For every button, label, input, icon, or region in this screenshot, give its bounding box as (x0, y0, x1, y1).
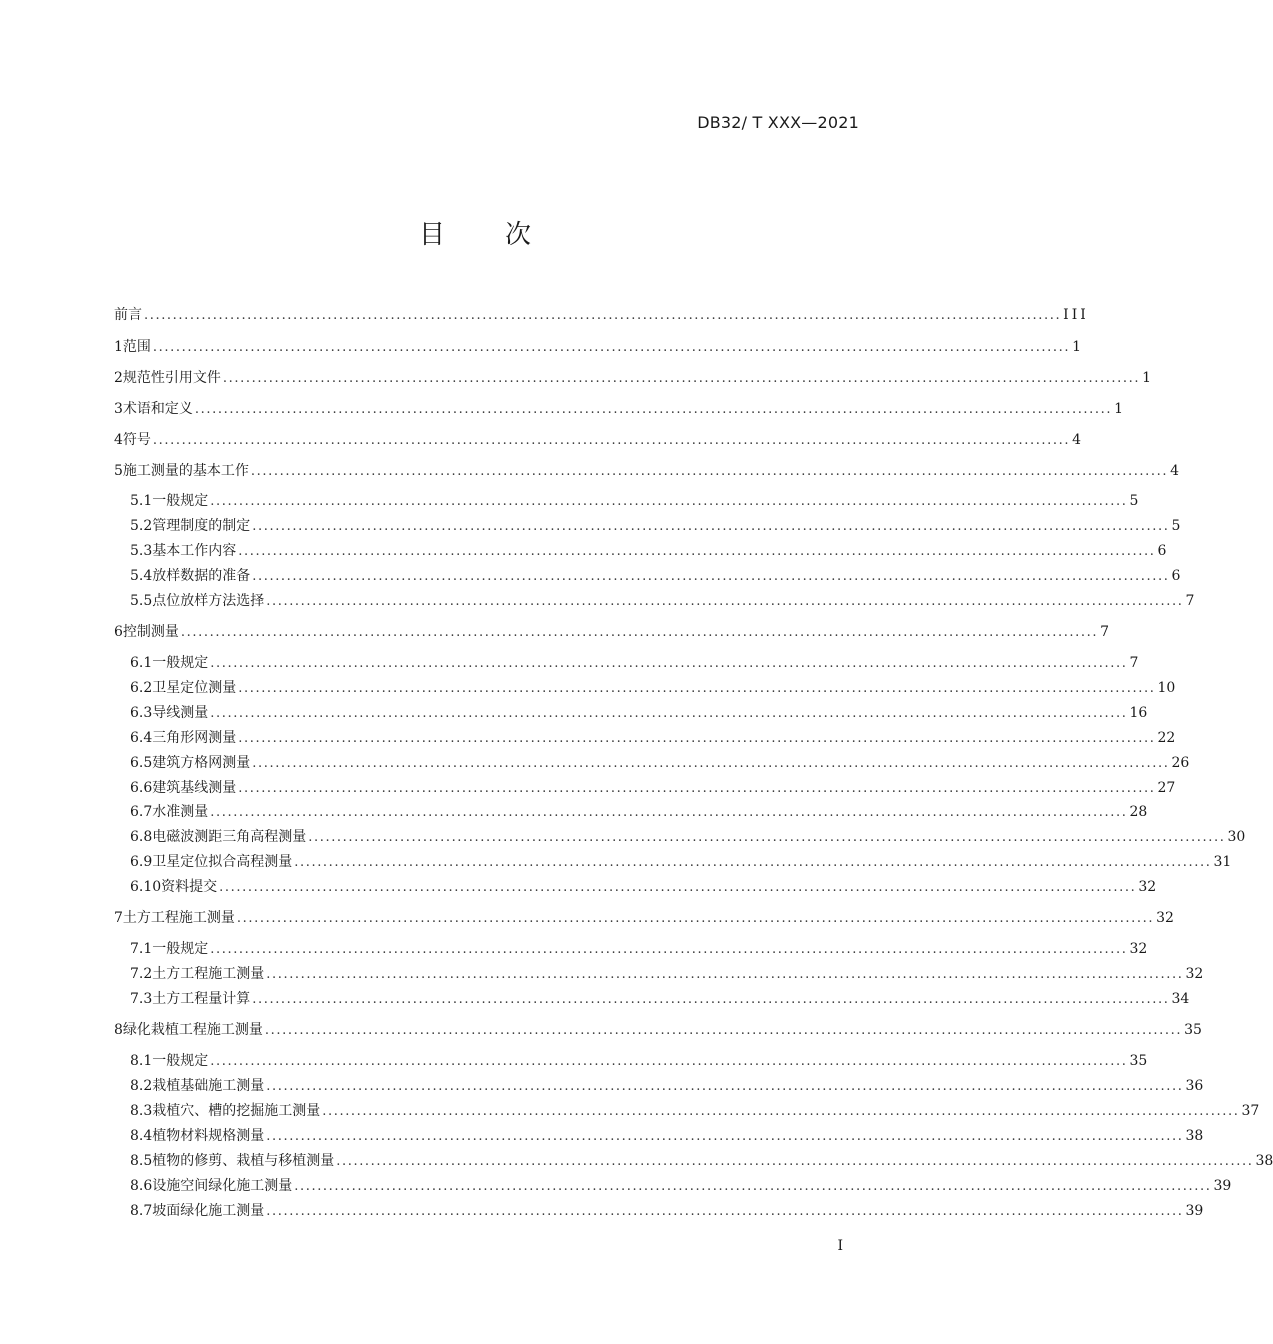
toc-entry-page: 32 (1129, 941, 1148, 957)
toc-entry[interactable] (130, 1125, 1204, 1145)
toc-entry-title: 水准测量 (152, 804, 209, 820)
toc-entry-page: 28 (1129, 804, 1148, 820)
toc-entry-page: 6 (1171, 568, 1181, 584)
toc-leader-dots: ................................................................................................................................................................ (266, 967, 1184, 982)
toc-entry[interactable] (130, 1150, 1273, 1170)
toc-entry-page: III (1063, 307, 1089, 323)
toc-entry-page: 37 (1241, 1103, 1260, 1119)
toc-leader-dots: ................................................................................................................................................................ (266, 1079, 1184, 1094)
toc-leader-dots: ................................................................................................................................................................ (266, 594, 1184, 609)
toc-entry-number: 5.3 (130, 543, 153, 559)
toc-entry-title: 点位放样方法选择 (152, 593, 265, 609)
toc-heading-char-2: 次 (505, 220, 532, 250)
toc-entry[interactable] (114, 1019, 1202, 1039)
toc-entry[interactable] (114, 621, 1110, 641)
toc-entry[interactable] (130, 677, 1176, 697)
toc-leader-dots: ................................................................................................................................................................ (266, 1129, 1184, 1144)
toc-entry-page: 1 (1072, 339, 1082, 355)
toc-leader-dots: ................................................................................................................................................................ (210, 1054, 1128, 1069)
toc-entry-title: 放样数据的准备 (152, 568, 251, 584)
toc-leader-dots: ................................................................................................................................................................ (236, 911, 1155, 926)
toc-entry[interactable] (130, 938, 1148, 958)
toc-entry[interactable] (130, 1100, 1260, 1120)
toc-entry-title: 卫星定位测量 (152, 680, 237, 696)
toc-entry-title: 三角形网测量 (152, 730, 237, 746)
toc-entry-title: 土方工程施工测量 (122, 910, 235, 926)
toc-leader-dots: ................................................................................................................................................................ (336, 1154, 1254, 1169)
toc-entry-number: 6.2 (130, 680, 153, 696)
toc-leader-dots: ................................................................................................................................................................ (252, 992, 1170, 1007)
toc-entry[interactable] (130, 565, 1181, 585)
toc-entry-page: 38 (1255, 1153, 1273, 1169)
toc-entry-page: 32 (1156, 910, 1174, 926)
toc-leader-dots: ................................................................................................................................................................ (264, 1023, 1183, 1038)
toc-leader-dots: ................................................................................................................................................................ (222, 371, 1141, 386)
toc-entry[interactable] (130, 490, 1139, 510)
toc-leader-dots: ................................................................................................................................................................ (252, 569, 1170, 584)
toc-entry[interactable] (130, 826, 1246, 846)
toc-entry-title: 栽植穴、槽的挖掘施工测量 (152, 1103, 321, 1119)
toc-entry-page: 7 (1129, 655, 1139, 671)
toc-entry-number: 3 (114, 401, 123, 417)
toc-entry-title: 言 (128, 307, 142, 323)
toc-leader-dots: ................................................................................................................................................................ (210, 706, 1128, 721)
toc-entry[interactable] (130, 540, 1167, 560)
toc-entry-number: 5.2 (130, 518, 153, 534)
toc-entry-number: 8.6 (130, 1178, 153, 1194)
toc-entry-title: 坡面绿化施工测量 (152, 1203, 265, 1219)
toc-leader-dots: ................................................................................................................................................................ (238, 681, 1156, 696)
toc-entry-page: 4 (1072, 432, 1082, 448)
toc-entry-page: 39 (1185, 1203, 1204, 1219)
toc-entry-title: 符号 (122, 432, 151, 448)
toc-leader-dots: ................................................................................................................................................................ (322, 1104, 1240, 1119)
toc-entry-page: 35 (1129, 1053, 1148, 1069)
toc-entry-title: 栽植基础施工测量 (152, 1078, 265, 1094)
toc-entry-number: 1 (114, 339, 123, 355)
toc-entry-number: 5 (114, 463, 123, 479)
toc-entry-title: 卫星定位拟合高程测量 (152, 854, 293, 870)
toc-entry-number: 8.2 (130, 1078, 153, 1094)
toc-heading (0, 214, 950, 251)
toc-entry-title: 植物材料规格测量 (152, 1128, 265, 1144)
toc-leader-dots: ................................................................................................................................................................ (238, 731, 1156, 746)
toc-entry-number: 7.1 (130, 941, 153, 957)
toc-entry-title: 规范性引用文件 (122, 370, 221, 386)
toc-entry-number: 6.7 (130, 804, 153, 820)
toc-entry-page: 22 (1157, 730, 1176, 746)
toc-entry-number: 4 (114, 432, 123, 448)
toc-leader-dots: ................................................................................................................................................................ (152, 340, 1071, 355)
toc-entry[interactable] (130, 777, 1176, 797)
toc-leader-dots: ................................................................................................................................................................ (144, 308, 1062, 323)
toc-entry-title: 建筑基线测量 (152, 780, 237, 796)
toc-entry-number: 6.5 (130, 755, 153, 771)
toc-leader-dots: ................................................................................................................................................................ (266, 1204, 1184, 1219)
toc-entry-page: 4 (1170, 463, 1180, 479)
toc-entry-number: 前 (114, 307, 128, 323)
toc-entry-title: 土方工程施工测量 (152, 966, 265, 982)
toc-leader-dots: ................................................................................................................................................................ (250, 464, 1169, 479)
toc-entry-number: 7.2 (130, 966, 153, 982)
toc-entry-page: 38 (1185, 1128, 1204, 1144)
toc-leader-dots: ................................................................................................................................................................ (194, 402, 1113, 417)
toc-entry-page: 30 (1227, 829, 1246, 845)
toc-entry-number: 7 (114, 910, 123, 926)
toc-entry-title: 基本工作内容 (152, 543, 237, 559)
toc-entry-title: 电磁波测距三角高程测量 (152, 829, 307, 845)
toc-entry-title: 施工测量的基本工作 (122, 463, 249, 479)
toc-entry[interactable] (114, 336, 1082, 356)
toc-entry[interactable] (114, 460, 1180, 480)
toc-entry-title: 管理制度的制定 (152, 518, 251, 534)
toc-entry[interactable] (130, 1200, 1204, 1220)
page-number: I (837, 1238, 843, 1254)
toc-entry-title: 术语和定义 (122, 401, 193, 417)
toc-entry-title: 植物的修剪、栽植与移植测量 (152, 1153, 335, 1169)
toc-entry-number: 6.8 (130, 829, 153, 845)
toc-entry[interactable] (130, 1175, 1232, 1195)
toc-leader-dots: ................................................................................................................................................................ (252, 519, 1170, 534)
toc-entry-number: 7.3 (130, 991, 153, 1007)
toc-entry-page: 7 (1185, 593, 1195, 609)
toc-entry-page: 32 (1185, 966, 1204, 982)
toc-entry-number: 6.4 (130, 730, 153, 746)
toc-entry[interactable] (130, 752, 1190, 772)
toc-leader-dots: ................................................................................................................................................................ (252, 756, 1170, 771)
toc-entry-number: 6.3 (130, 705, 153, 721)
toc-entry[interactable] (130, 515, 1181, 535)
toc-entry-number: 8.3 (130, 1103, 153, 1119)
toc-entry[interactable] (114, 398, 1124, 418)
toc-entry[interactable] (130, 1075, 1204, 1095)
toc-entry-page: 7 (1100, 624, 1110, 640)
toc-entry-page: 5 (1129, 493, 1139, 509)
toc-entry-number: 6.6 (130, 780, 153, 796)
toc-leader-dots: ................................................................................................................................................................ (180, 625, 1099, 640)
toc-leader-dots: ................................................................................................................................................................ (210, 942, 1128, 957)
toc-entry[interactable] (130, 963, 1204, 983)
toc-leader-dots: ................................................................................................................................................................ (219, 880, 1137, 895)
toc-entry[interactable] (130, 590, 1195, 610)
toc-entry[interactable] (130, 1050, 1148, 1070)
toc-entry[interactable] (130, 851, 1232, 871)
toc-entry-title: 导线测量 (152, 705, 209, 721)
toc-entry-title: 一般规定 (152, 941, 209, 957)
toc-entry-page: 32 (1138, 879, 1157, 895)
toc-entry-title: 范围 (122, 339, 151, 355)
toc-entry-title: 控制测量 (122, 624, 179, 640)
toc-entry-title: 建筑方格网测量 (152, 755, 251, 771)
toc-entry-number: 5.5 (130, 593, 153, 609)
document-code: DB32/ T XXX—2021 (697, 113, 859, 132)
toc-entry-number: 5.4 (130, 568, 153, 584)
toc-entry-title: 资料提交 (161, 879, 218, 895)
toc-entry-number: 8.1 (130, 1053, 153, 1069)
toc-entry-page: 35 (1184, 1022, 1202, 1038)
toc-entry-page: 6 (1157, 543, 1167, 559)
toc-entry[interactable] (130, 876, 1157, 896)
toc-leader-dots: ................................................................................................................................................................ (308, 830, 1226, 845)
toc-leader-dots: ................................................................................................................................................................ (238, 544, 1156, 559)
toc-entry[interactable] (114, 304, 1089, 324)
toc-entry-title: 土方工程量计算 (152, 991, 251, 1007)
toc-entry-title: 一般规定 (152, 1053, 209, 1069)
toc-entry[interactable] (130, 652, 1139, 672)
toc-entry-title: 一般规定 (152, 655, 209, 671)
toc-entry-number: 6.1 (130, 655, 153, 671)
toc-entry[interactable] (130, 702, 1148, 722)
toc-entry-page: 31 (1213, 854, 1232, 870)
toc-leader-dots: ................................................................................................................................................................ (210, 494, 1128, 509)
toc-entry[interactable] (114, 907, 1174, 927)
toc-leader-dots: ................................................................................................................................................................ (294, 1179, 1212, 1194)
toc-entry-page: 39 (1213, 1178, 1232, 1194)
toc-entry-number: 2 (114, 370, 123, 386)
toc-entry[interactable] (114, 429, 1082, 449)
toc-entry-title: 设施空间绿化施工测量 (152, 1178, 293, 1194)
toc-leader-dots: ................................................................................................................................................................ (238, 781, 1156, 796)
toc-entry[interactable] (130, 727, 1176, 747)
toc-entry[interactable] (130, 801, 1148, 821)
toc-entry-page: 36 (1185, 1078, 1204, 1094)
toc-heading-char-1: 目 (418, 220, 445, 250)
toc-entry-page: 16 (1129, 705, 1148, 721)
toc-entry-number: 8.7 (130, 1203, 153, 1219)
toc-entry-number: 8.5 (130, 1153, 153, 1169)
toc-entry[interactable] (114, 367, 1152, 387)
toc-entry-number: 5.1 (130, 493, 153, 509)
toc-leader-dots: ................................................................................................................................................................ (152, 433, 1071, 448)
toc-entry-number: 6.10 (130, 879, 162, 895)
toc-entry-page: 26 (1171, 755, 1190, 771)
toc-entry-page: 1 (1114, 401, 1124, 417)
toc-leader-dots: ................................................................................................................................................................ (294, 855, 1212, 870)
toc-leader-dots: ................................................................................................................................................................ (210, 805, 1128, 820)
toc-entry-page: 5 (1171, 518, 1181, 534)
toc-entry-page: 10 (1157, 680, 1176, 696)
toc-entry-title: 绿化栽植工程施工测量 (122, 1022, 263, 1038)
toc-entry[interactable] (130, 988, 1190, 1008)
toc-entry-page: 1 (1142, 370, 1152, 386)
toc-entry-number: 8 (114, 1022, 123, 1038)
toc-entry-title: 一般规定 (152, 493, 209, 509)
toc-leader-dots: ................................................................................................................................................................ (210, 656, 1128, 671)
toc-entry-number: 6 (114, 624, 123, 640)
toc-entry-page: 27 (1157, 780, 1176, 796)
toc-entry-number: 8.4 (130, 1128, 153, 1144)
toc-entry-number: 6.9 (130, 854, 153, 870)
toc-entry-page: 34 (1171, 991, 1190, 1007)
